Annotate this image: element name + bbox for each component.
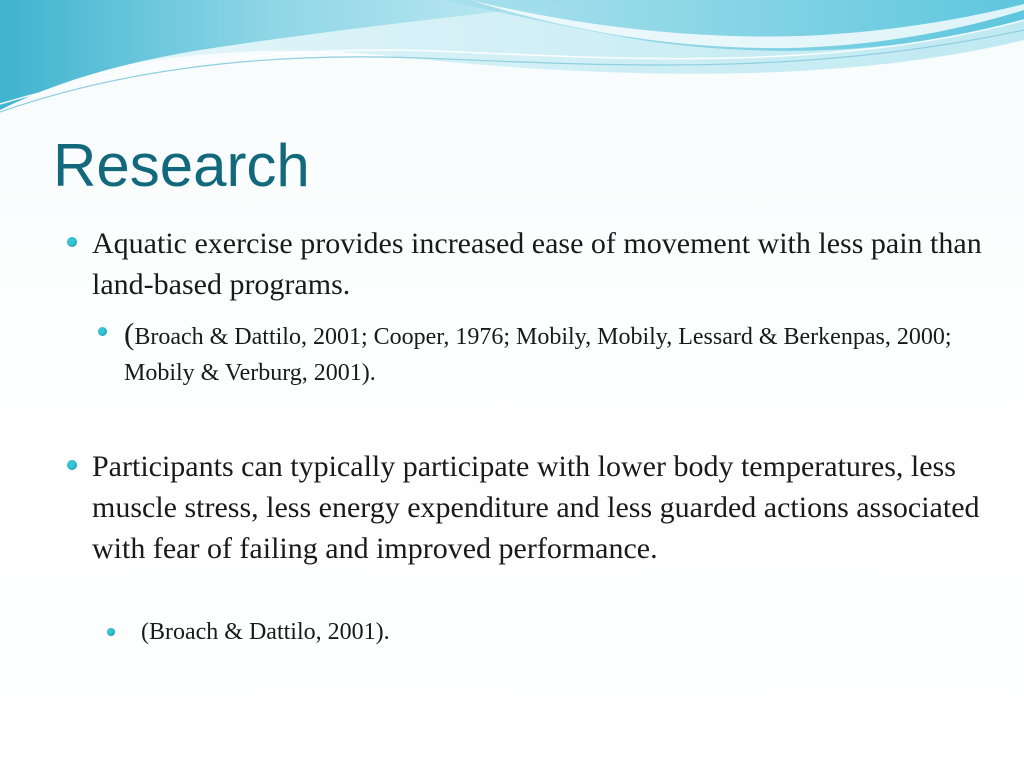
bullet-text: Participants can typically participate with lower body temperatures, less muscle stress, less energy expenditure and less guarded actions associated with fear of failing and improved performance. bbox=[92, 450, 980, 565]
sub-bullet-item bbox=[124, 316, 974, 391]
bullet-text: Aquatic exercise provides increased ease of movement with less pain than land-based programs. bbox=[92, 227, 982, 301]
bullet-dot-icon bbox=[67, 460, 77, 470]
header-wave-decoration bbox=[0, 0, 1024, 120]
citation-open-paren: ( bbox=[124, 316, 135, 351]
bullet-item bbox=[92, 446, 982, 569]
sub-bullet-item bbox=[141, 614, 961, 650]
citation-text: (Broach & Dattilo, 2001). bbox=[141, 619, 390, 645]
bullet-dot-icon bbox=[98, 327, 107, 336]
bullet-dot-icon bbox=[67, 237, 77, 247]
citation-text: Broach & Dattilo, 2001; Cooper, 1976; Mobily, Mobily, Lessard & Berkenpas, 2000; Mobily & Verburg, 2001). bbox=[124, 324, 952, 386]
bullet-dot-icon bbox=[107, 628, 115, 636]
slide-title: Research bbox=[53, 132, 310, 199]
bullet-item bbox=[92, 223, 982, 305]
